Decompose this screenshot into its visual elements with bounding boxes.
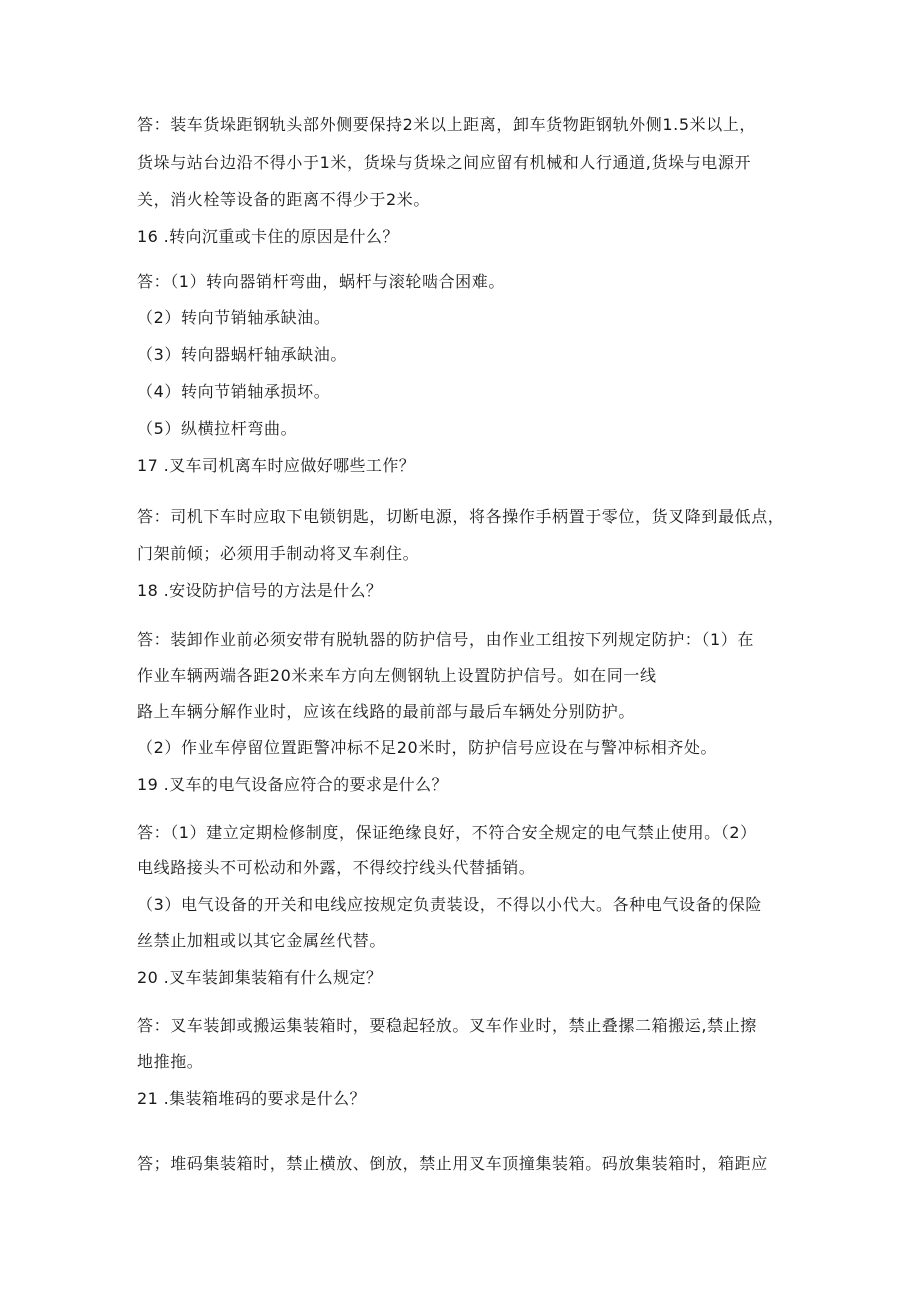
answer-19-line-1: 答：（1）建立定期检修制度，保证绝缘良好，不符合安全规定的电气禁止使用。（2）: [137, 823, 757, 842]
answer-15-line-3: 关，消火栓等设备的距离不得少于2米。: [137, 190, 430, 209]
answer-16-line-3: （3）转向器蜗杆轴承缺油。: [137, 345, 347, 364]
answer-18-line-2: 作业车辆两端各距20米来车方向左侧钢轨上设置防护信号。如在同一线: [137, 666, 657, 685]
answer-21-line-1: 答；堆码集装箱时，禁止横放、倒放，禁止用叉车顶撞集装箱。码放集装箱时，箱距应: [137, 1154, 768, 1173]
answer-18-line-4: （2）作业车停留位置距警冲标不足20米时，防护信号应设在与警冲标相齐处。: [137, 738, 718, 757]
answer-16-line-1: 答：（1）转向器销杆弯曲，蜗杆与滚轮啮合困难。: [137, 272, 505, 291]
answer-19-line-2: 电线路接头不可松动和外露，不得绞拧线头代替插销。: [137, 858, 536, 877]
question-21: 21 .集装箱堆码的要求是什么？: [137, 1089, 366, 1108]
answer-18-line-1: 答：装卸作业前必须安带有脱轨器的防护信号，由作业工组按下列规定防护：（1）在: [137, 630, 754, 649]
answer-19-line-3: （3）电气设备的开关和电线应按规定负责装设，不得以小代大。各种电气设备的保险: [137, 895, 762, 914]
question-19: 19 .叉车的电气设备应符合的要求是什么？: [137, 775, 448, 794]
answer-19-line-4: 丝禁止加粗或以其它金属丝代替。: [137, 931, 387, 950]
question-16: 16 .转向沉重或卡住的原因是什么？: [137, 227, 399, 246]
answer-17-line-1: 答：司机下车时应取下电锁钥匙，切断电源，将各操作手柄置于零位，货叉降到最低点，: [137, 507, 785, 526]
answer-16-line-2: （2）转向节销轴承缺油。: [137, 308, 331, 327]
answer-20-line-2: 地推拖。: [137, 1052, 204, 1071]
answer-16-line-5: （5）纵横拉杆弯曲。: [137, 419, 298, 438]
answer-18-line-3: 路上车辆分解作业时，应该在线路的最前部与最后车辆处分别防护。: [137, 702, 636, 721]
answer-17-line-2: 门架前倾；必须用手制动将叉车刹住。: [137, 544, 420, 563]
answer-20-line-1: 答：叉车装卸或搬运集装箱时，要稳起轻放。叉车作业时，禁止叠摞二箱搬运,禁止擦: [137, 1016, 757, 1035]
answer-15-line-1: 答：装车货垛距钢轨头部外侧要保持2米以上距离，卸车货物距钢轨外侧1.5米以上，: [137, 115, 757, 134]
answer-15-line-2: 货垛与站台边沿不得小于1米，货垛与货垛之间应留有机械和人行通道,货垛与电源开: [137, 153, 752, 172]
question-17: 17 .叉车司机离车时应做好哪些工作？: [137, 456, 416, 475]
question-18: 18 .安设防护信号的方法是什么？: [137, 581, 383, 600]
question-20: 20 .叉车装卸集装箱有什么规定？: [137, 968, 383, 987]
answer-16-line-4: （4）转向节销轴承损坏。: [137, 382, 331, 401]
